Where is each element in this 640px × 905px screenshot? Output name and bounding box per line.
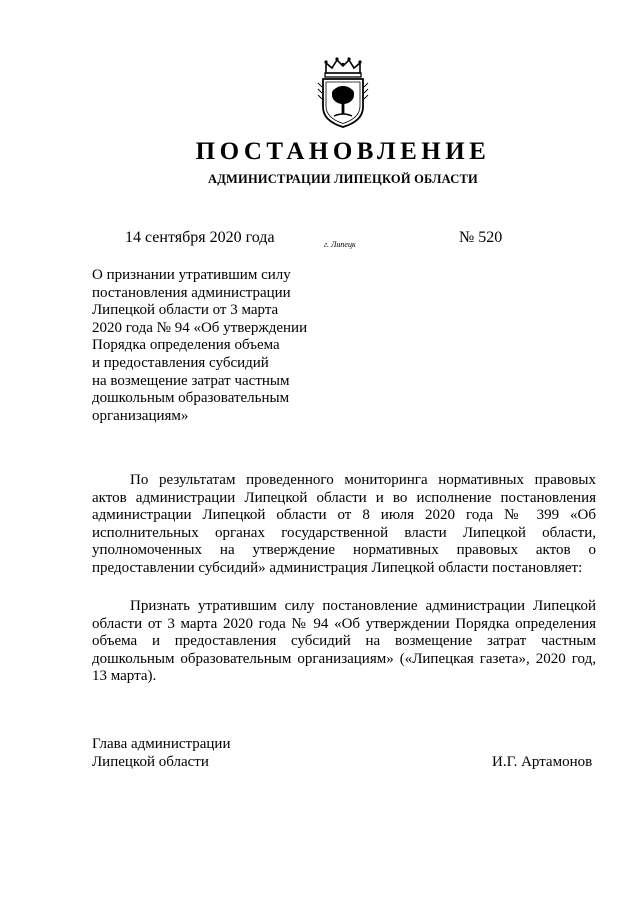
decree-subject (92, 267, 332, 425)
subject-line: на возмещение затрат частным (92, 372, 290, 389)
document-title: ПОСТАНОВЛЕНИЕ (195, 138, 491, 165)
signatory-title-line: Липецкой области (92, 753, 209, 770)
subject-line: дошкольным образовательным (92, 390, 290, 407)
subject-line: Порядка определения объема (92, 337, 280, 354)
signatory-name: И.Г. Артамонов (492, 754, 593, 770)
issuing-authority: АДМИНИСТРАЦИИ ЛИПЕЦКОЙ ОБЛАСТИ (208, 172, 478, 186)
subject-line: 2020 года № 94 «Об утверждении (92, 319, 308, 336)
subject-line: постановления администрации (92, 284, 291, 301)
subject-line: и предоставления субсидий (92, 354, 269, 371)
preamble-paragraph: По результатам проведенного мониторинга нормативных правовых актов администрации Липецкой области и во исполнение постановления администрации Липецкой области от 8 июля 2020 года № 399 «Об исполнительных органах государственной власти Липецкой области, уполномоченных на утверждение нормативных правовых актов о предоставлении субсидий» администрация Липецкой области постановляет: (92, 472, 596, 576)
subject-line: Липецкой области от 3 марта (92, 302, 279, 319)
decree-date: 14 сентября 2020 года (125, 229, 275, 246)
signatory-title-line: Глава администрации (92, 736, 231, 752)
signatory-title (92, 736, 230, 771)
decree-city: г. Липецк (324, 240, 356, 249)
coat-of-arms-icon (314, 57, 372, 129)
resolution-paragraph: Признать утратившим силу постановление администрации Липецкой области от 3 марта 2020 года № 94 «Об утверждении Порядка определения объема и предоставления субсидий на возмещение затрат частным дошкольным образовательным организациям» («Липецкая газета», 2020 год, 13 марта). (92, 598, 596, 685)
subject-line: О признании утратившим силу (92, 267, 291, 283)
subject-line: организациям» (92, 407, 189, 424)
decree-number: № 520 (459, 229, 503, 246)
